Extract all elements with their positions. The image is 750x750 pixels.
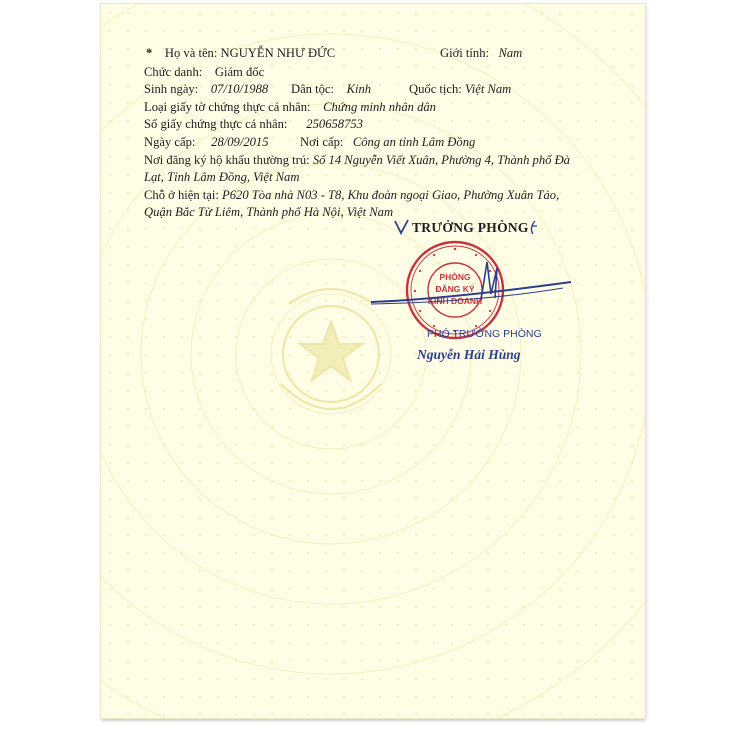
position-value: Giám đốc bbox=[214, 65, 265, 79]
initial-mark-right bbox=[526, 220, 540, 236]
id-type-label: Loại giấy tờ chứng thực cá nhân: bbox=[144, 100, 311, 114]
gender-value: Nam bbox=[498, 46, 523, 60]
deputy-head-title: PHÓ TRƯỞNG PHÒNG bbox=[427, 328, 542, 340]
dob-row bbox=[144, 82, 268, 97]
dob-value: 07/10/1988 bbox=[210, 82, 269, 96]
issue-place-value: Công an tỉnh Lâm Đồng bbox=[352, 135, 476, 149]
id-type-value: Chứng minh nhân dân bbox=[323, 100, 436, 114]
current-address-label: Chỗ ở hiện tại: bbox=[144, 188, 219, 202]
ethnic-row bbox=[291, 82, 371, 97]
document-page bbox=[101, 4, 645, 718]
nationality-row bbox=[409, 82, 511, 97]
residence-label: Nơi đăng ký hộ khẩu thường trú: bbox=[144, 153, 310, 167]
position-row bbox=[144, 65, 264, 80]
stamp-line-2: ĐĂNG KÝ bbox=[435, 284, 475, 294]
ethnic-label: Dân tộc: bbox=[291, 82, 335, 96]
current-address-value-line2: Quận Bắc Từ Liêm, Thành phố Hà Nội, Việt Nam bbox=[144, 205, 394, 219]
stamp-line-1: PHÒNG bbox=[439, 272, 471, 282]
nationality-label: Quốc tịch: bbox=[409, 82, 462, 96]
nationality-value: Việt Nam bbox=[464, 82, 512, 96]
issue-place-row bbox=[300, 135, 475, 150]
issue-place-label: Nơi cấp: bbox=[300, 135, 344, 149]
gender-row bbox=[440, 46, 522, 61]
gender-label: Giới tính: bbox=[440, 46, 489, 60]
id-number-row bbox=[144, 117, 363, 132]
current-address-row bbox=[144, 188, 559, 203]
residence-value-line2: Lạt, Tỉnh Lâm Đồng, Việt Nam bbox=[144, 170, 300, 184]
issue-date-label: Ngày cấp: bbox=[144, 135, 196, 149]
signer-name: Nguyễn Hải Hùng bbox=[417, 347, 521, 362]
position-label: Chức danh: bbox=[144, 65, 203, 79]
issue-date-value: 28/09/2015 bbox=[211, 135, 269, 149]
name-value: NGUYỄN NHƯ ĐỨC bbox=[220, 46, 336, 60]
current-address-value-line1: P620 Tòa nhà N03 - T8, Khu đoàn ngoại Giao, Phường Xuân Tảo, bbox=[222, 188, 560, 202]
issue-date-row bbox=[144, 135, 269, 150]
residence-row bbox=[144, 153, 570, 168]
bullet-marker: * bbox=[146, 46, 153, 60]
initial-mark-left bbox=[393, 218, 411, 236]
head-of-office-title: TRƯỞNG PHÒNG bbox=[412, 220, 529, 235]
dob-label: Sinh ngày: bbox=[144, 82, 199, 96]
name-row bbox=[146, 46, 335, 61]
id-number-label: Số giấy chứng thực cá nhân: bbox=[144, 117, 288, 131]
stamp-line-3: KINH DOANH bbox=[427, 296, 483, 306]
ethnic-value: Kinh bbox=[346, 82, 372, 96]
residence-value-line1: Số 14 Nguyễn Viết Xuân, Phường 4, Thành phố Đà bbox=[312, 153, 570, 167]
handwritten-signature bbox=[363, 254, 575, 314]
id-number-value: 250658753 bbox=[306, 117, 363, 131]
id-type-row bbox=[144, 100, 436, 115]
name-label: Họ và tên: bbox=[164, 46, 218, 60]
